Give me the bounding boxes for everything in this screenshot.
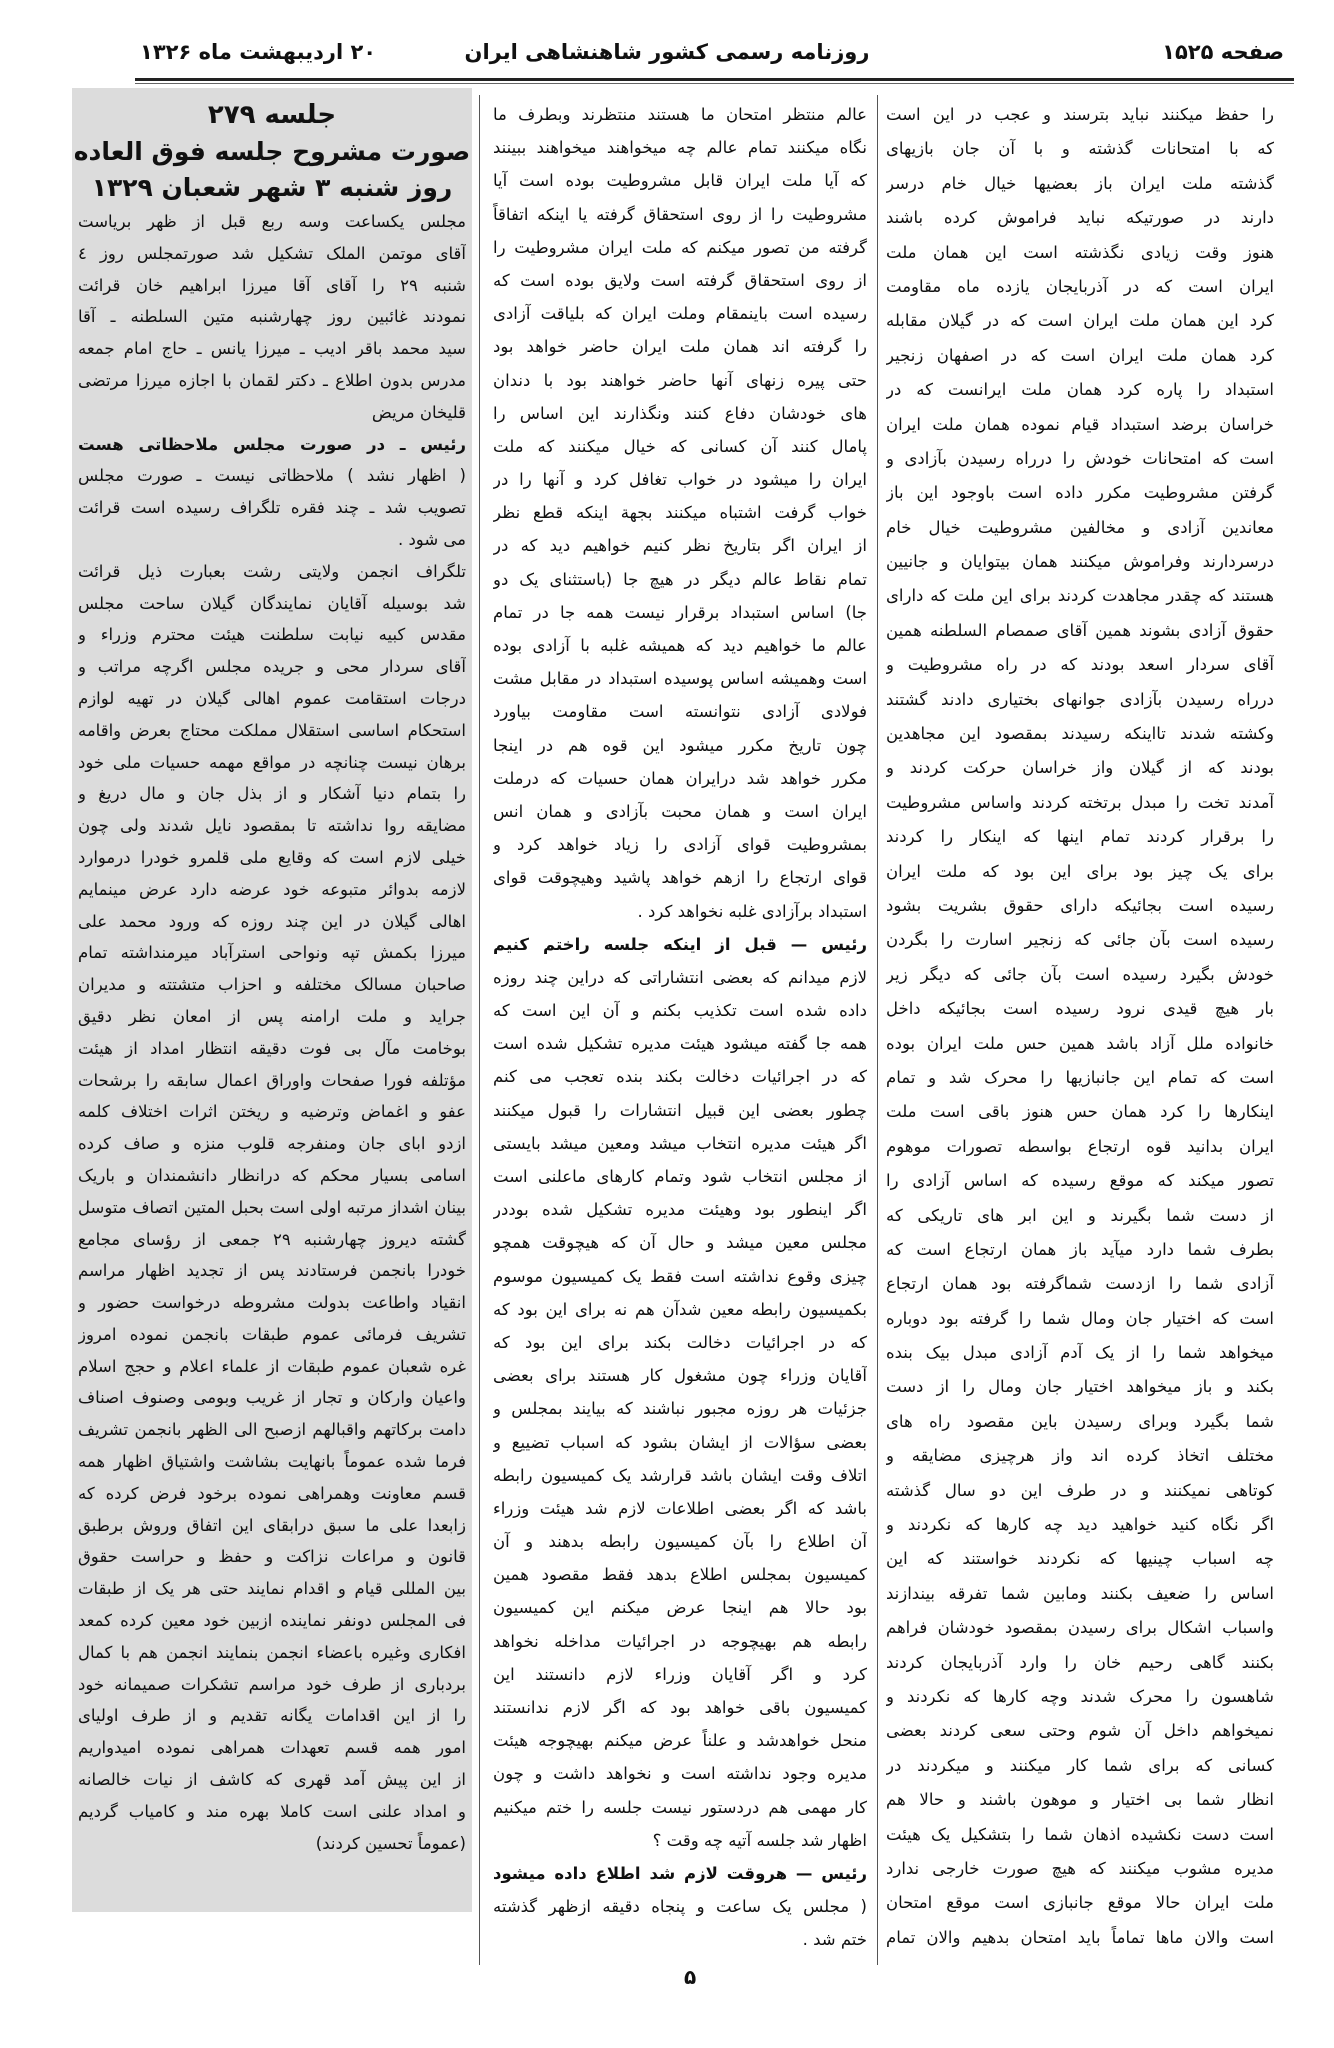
session-title-heading: صورت مشروح جلسه فوق العاده xyxy=(73,137,471,166)
column-divider xyxy=(877,95,878,1965)
text-line: از مجلس انتخاب شود وتمام کارهای ماعلنی است xyxy=(493,1167,867,1186)
text-line: باشد که اگر بعضی اطلاعات لازم شد هیئت وزراء xyxy=(493,1498,867,1518)
text-line: تشریف فرمائی عموم طبقات بانجمن نموده امروز xyxy=(78,1324,466,1344)
text-line: هستند که چقدر مجاهدت کردند برای این ملت که دارای xyxy=(886,586,1274,606)
text-line: بطرف شما دارد میآید باز همان ارتجاع است که xyxy=(886,1239,1274,1259)
text-line: گذشته ملت ایران باز بعضیها خیال خام درسر xyxy=(886,173,1274,193)
text-line: مضایقه روا نداشته تا بمقصود نایل شدند ولی چون xyxy=(78,816,466,836)
text-line: بار هیچ قیدی نرود رسیده است بجائیکه داخل xyxy=(886,999,1274,1019)
text-line: کوتاهی نمیکنند و در طرف این دو سال گذشته xyxy=(886,1480,1274,1500)
text-line: گرفتن مشروطیت مکرر داده است باوجود این باز xyxy=(886,483,1274,503)
text-line: اتلاف وقت ایشان باشد قرارشد یک کمیسیون رابطه xyxy=(493,1465,867,1485)
text-line: منحل خواهدشد و علناً عرض میکنم بهیچوجه هیئت xyxy=(493,1731,867,1751)
text-line: چون تاریخ مکرر میشود این قوه هم در اینجا xyxy=(493,735,867,755)
text-line: استبداد برآزادی غلبه نخواهد کرد . xyxy=(637,901,867,921)
text-line: درجات استقامت عموم اهالی گیلان در تهیه لوازم xyxy=(78,688,466,708)
text-line: است والان ماها تماماً باید امتحان بدهیم والان تمام xyxy=(886,1927,1274,1947)
header-rule xyxy=(135,78,1294,81)
text-line: قوای ارتجاع را ازهم خواهد پاشید وهیچوقت قوای xyxy=(493,868,867,888)
text-line: شد بوسیله آقایان نمایندگان گیلان ساحت مجلس xyxy=(78,593,466,613)
text-line: اسامی بسیار محکم که درانظار دانشمندان و باریک xyxy=(78,1165,466,1185)
text-line: فولادی آزادی نتوانسته است مقاومت بیاورد xyxy=(493,702,867,722)
text-line: کرد این همان ملت ایران است که در گیلان مقابله xyxy=(886,311,1274,331)
text-line: همه جا گفته میشود هیئت مدیره تشکیل شده است xyxy=(493,1034,867,1054)
text-line: مدیره وجود نداشته است و نخواهد داشت و چون xyxy=(493,1764,867,1784)
text-line: بکند و باز میخواهد اختیار جان ومال را از دست xyxy=(886,1377,1274,1397)
text-line: شما بگیرد وبرای رسیدن باین مقصود راه های xyxy=(886,1411,1274,1431)
text-line: که با امتحانات گذشته و با آن جان بازیهای xyxy=(886,139,1274,159)
text-line: تصور میکند که موقع رسیده که اساس آزادی را xyxy=(886,1171,1274,1191)
text-line: مدیره مشوب میکنند که هیچ صورت خارجی ندارد xyxy=(886,1858,1274,1878)
text-line: از روی استحقاق گرفته است ولایق بوده است که xyxy=(493,270,867,290)
text-line: مکرر خواهد شد درایران همان حسیات که درملت xyxy=(493,768,867,788)
text-line: تمام نقاط عالم دیگر در هیچ جا (باستثنای یک دو xyxy=(493,569,867,589)
session-date-heading: روز شنبه ۳ شهر شعبان ۱۳۲۹ xyxy=(91,173,453,202)
column-left-session-report xyxy=(72,88,472,1912)
text-line: فرما شده عموماً بانهایت بشاشت واشتیاق اظهار همه xyxy=(78,1452,466,1472)
text-line: واسباب اشکال برای رسیدن بمقصود خودشان فراهم xyxy=(886,1618,1274,1638)
text-line: آقایان وزراء چون مشغول کار هستند برای بعضی xyxy=(493,1366,867,1386)
text-line: صاحبان مسالک مختلفه و احزاب متشتته و مدیران xyxy=(78,975,466,995)
text-line: که در اجرائیات دخالت بکند بنده تعجب می کنم xyxy=(493,1067,867,1087)
text-line: رابطه هم بهیچوجه در اجرائیات مداخله نخواهد xyxy=(493,1631,867,1651)
text-line: خودرا بانجمن فرستادند پس از تجدید اظهار مراسم xyxy=(78,1261,466,1281)
text-line: رسیده است باینمقام وملت ایران که بلیاقت آزادی xyxy=(493,304,867,324)
text-line: دارند در صورتیکه نباید فراموش کرده باشند xyxy=(886,208,1274,228)
text-line: بودند که از گیلان واز خراسان حرکت کردند و xyxy=(886,758,1274,778)
text-line: است که تمام این جانبازیها را محرک شد و تمام xyxy=(886,1067,1274,1087)
text-line: خراسان برضد استبداد قیام نموده همان ملت ایران xyxy=(886,414,1274,434)
text-line: حقوق آزادی بشوند همین آقای صمصام السلطنه همین xyxy=(886,620,1274,640)
text-line: بردباری از طرف خود مراسم تشکرات صمیمانه خود xyxy=(78,1674,466,1694)
text-line: مختلف اتخاذ کرده اند واز هرچیزی مضایقه و xyxy=(886,1446,1274,1466)
text-line: برای یک چیز بود برای این بود که ملت ایران xyxy=(886,861,1274,881)
text-line: ازدو ابای جان ومنفرجه قلوب منزه و صاف کرده xyxy=(78,1134,466,1154)
text-line: عالم ما خواهیم دید که همیشه غلبه با آزادی بوده xyxy=(493,636,867,655)
text-line: کار مهمی هم دردستور نیست جلسه را ختم میکنیم xyxy=(493,1797,867,1817)
text-line: آزادی شما را ازدست شماگرفته بود همان ارتجاع xyxy=(886,1274,1274,1294)
text-line: فی المجلس دونفر نماینده ازبین خود معین کرده کمعد xyxy=(78,1611,466,1631)
text-line: سید محمد باقر ادیب ـ میرزا یانس ـ حاج امام جمعه xyxy=(78,339,466,359)
text-line: ایران است و همان محبت بآزادی و همان انس xyxy=(493,801,867,821)
text-line: شنبه ۲۹ را آقای آقا میرزا ابراهیم خان قرائت xyxy=(78,275,466,295)
text-line: امور همه قسم تعهدات همراهی نموده امیدواریم xyxy=(78,1738,466,1758)
text-line: می شود . xyxy=(397,529,466,549)
text-line: داده شده است تکذیب بکنم و آن این است که xyxy=(493,1001,867,1021)
text-line: عالم منتظر امتحان ما هستند منتظرند وبطرف ما xyxy=(493,105,867,124)
text-line: رئیس ـ در صورت مجلس ملاحظاتی هست xyxy=(78,434,466,454)
text-line: است دست نکشیده اذهان شما را بتشکیل یک هیئت xyxy=(886,1824,1274,1844)
text-line: را حفظ میکنند نباید بترسند و عجب در این است xyxy=(886,105,1274,124)
text-line: وکشته شدند تااینکه رسیدند بمقصود این مجاهدین xyxy=(886,724,1274,744)
text-line: بین المللی قیام و اقدام نمایند حتی هر یک از طبقات xyxy=(78,1579,466,1599)
text-line: قانون و مراعات نزاکت و حفظ و حراست حقوق xyxy=(78,1547,466,1567)
text-line: مقدس کبیه نیابت سلطنت هیئت محترم وزراء و xyxy=(78,625,466,645)
text-line: جا) اساس استبداد برقرار نیست همه جا در تمام xyxy=(493,602,867,622)
text-line: انقیاد واطاعت بدولت مشروطه درخواست حضور و xyxy=(78,1293,466,1313)
text-line: را بتمام دنیا آشکار و از بذل جان و مال دریغ و xyxy=(78,784,466,804)
text-line: اگر نگاه کنید خواهید دید چه کارها که نکردند و xyxy=(886,1515,1274,1535)
text-line: واعیان وارکان و تجار از غریب وبومی وصنوف اصناف xyxy=(78,1388,466,1408)
text-line: کرد و اگر آقایان وزراء لازم دانستند این xyxy=(493,1664,867,1684)
text-line: بکمیسیون رابطه معین شدآن هم نه برای این بود که xyxy=(493,1299,867,1319)
text-line: های خودشان دفاع کنند ونگذارند این اساس را xyxy=(493,403,867,423)
text-line: ایران است که در آذربایجان یازده ماه مقاومت xyxy=(886,276,1274,296)
text-line: درسردارند وفراموش میکنند همان بیتوایان و جانیین xyxy=(886,552,1274,572)
text-line: آقای سردار اسعد بودند که در راه مشروطیت و xyxy=(886,655,1274,675)
text-line: خودش بگیرد رسیده است بآن جائی که دیگر زیر xyxy=(886,964,1274,984)
text-line: میرزا بکمش تپه ونواحی استرآباد میرمنداشته تمام xyxy=(78,943,466,963)
text-line: کسانی که برای شما کار میکنند و میکردند در xyxy=(886,1755,1274,1775)
text-line: افکاری وغیره باعضاء انجمن بنمایند انجمن هم با کمال xyxy=(78,1642,466,1662)
text-line: است وهمیشه اساس پوسیده استبداد در مقابل مشت xyxy=(493,669,867,689)
text-line: مشروطیت را از روی استحقاق گرفته یا اینکه اتفاقاً xyxy=(493,204,867,224)
text-line: را از این اقدامات یگانه تقدیم و از طرف اولیای xyxy=(78,1706,466,1726)
text-line: زابعدا علی ما سبق درابقای این اتفاق وروش برطبق xyxy=(78,1515,466,1535)
text-line: خواب گرفت اشتباه میکنند بجهة اینکه قطع نظر xyxy=(493,503,867,523)
text-line: غره شعبان عموم طبقات از علماء اعلام و حجج اسلام xyxy=(78,1356,466,1376)
text-line: گشته دیروز چهارشنبه ۲۹ جمعی از رؤسای مجامع xyxy=(78,1229,466,1249)
text-line: رسیده است بآن جائی که زنجیر اسارت را بگردن xyxy=(886,930,1274,950)
text-line: لازمه بدوائر متبوعه خود عرضه دارد عرض مینمایم xyxy=(78,879,466,899)
page-number: ۵ xyxy=(684,1965,697,1989)
text-line: لازم میدانم که بعضی انتشاراتی که دراین چند روزه xyxy=(493,967,867,987)
text-line: تلگراف انجمن ولایتی رشت بعبارت ذیل قرائت xyxy=(78,561,466,581)
text-line: بمشروطیت قوای آزادی را زیاد خواهد کرد و xyxy=(493,835,867,855)
middle-column-text xyxy=(487,98,873,1957)
newspaper-title: روزنامه رسمی کشور شاهنشاهی ایران xyxy=(464,40,870,64)
text-line: جزئیات هر روزه مجبور نباشند که بیایند بمجلس و xyxy=(493,1399,867,1419)
text-line: که در اجرائیات دخالت بکند برای این بود که xyxy=(493,1332,867,1352)
text-line: قسم معاونت وهمراهی نموده برخود فرض کرده که xyxy=(78,1483,466,1503)
text-line: را گرفته اند همان ملت ایران حاضر خواهد بود xyxy=(493,337,867,357)
text-line: آقای سردار محی و جریده مجلس اگرچه مراتب و xyxy=(78,657,466,677)
column-divider xyxy=(479,95,480,1965)
text-line: رئیس — قبل از اینکه جلسه راختم کنیم xyxy=(493,934,867,954)
text-line: نگاه میکنند تمام عالم چه میخواهند میخواهند ببینند xyxy=(493,138,867,158)
column-right xyxy=(880,98,1280,1955)
text-line: هنوز وقت زیادی نگذشته است این همان ملت xyxy=(886,242,1274,262)
text-line: آقای موتمن الملک تشکیل شد صورتمجلس روز ٤ xyxy=(78,243,466,263)
text-line: از ایران اگر بتاریخ نظر کنیم خواهیم دید که در xyxy=(493,536,867,556)
page-label: صفحه ۱۵۲۵ xyxy=(1162,40,1284,64)
text-line: پامال کنند آن کسانی که خیال میکنند که ملت xyxy=(493,436,867,456)
text-line: مجلس معین میشد و حال آن که هیچوقت همچو xyxy=(493,1233,867,1253)
text-line: تصویب شد ـ چند فقره تلگراف رسیده است قرائت xyxy=(78,498,466,518)
text-line: نمودند غائبین روز چهارشنبه متین السلطنه ـ آقا xyxy=(78,307,466,327)
text-line: دامت برکاتهم واقبالهم ازصبح الی الظهر بانجمن تشریف xyxy=(78,1420,466,1440)
text-line: خیلی لازم است که وقایع ملی قلمرو خودرا درموارد xyxy=(78,847,466,867)
text-line: ایران بدانید قوه ارتجاع بواسطه تصورات موهوم xyxy=(886,1136,1274,1156)
text-line: بوخامت مآل بی فوت دقیقه انتظار امداد از هیئت xyxy=(78,1038,466,1058)
text-line: که آیا ملت ایران قابل مشروطیت بوده است آیا xyxy=(493,171,867,191)
issue-date: ۲۰ اردیبهشت ماه ۱۳۲۶ xyxy=(140,40,377,64)
text-line: قلیخان مریض xyxy=(371,402,466,422)
text-line: نمیخواهم داخل آن شوم وحتی سعی کردند بعضی xyxy=(886,1721,1274,1741)
text-line: درراه رسیدن بآزادی جوانهای بختیاری دادند گشتند xyxy=(886,689,1274,709)
text-line: کمیسیون بمجلس اطلاع بدهد فقط مقصود همین xyxy=(493,1565,867,1585)
text-line: از این پیش آمد قهری که کاشف از نیات خالصانه xyxy=(78,1770,466,1790)
text-line: ختم شد . xyxy=(802,1930,867,1950)
text-line: مدرس بدون اطلاع ـ دکتر لقمان با اجازه میرزا مرتضی xyxy=(78,370,466,390)
text-line: اگر اینطور بود وهیئت مدیره تشکیل شده بوددر xyxy=(493,1200,867,1220)
text-line: ایران را میشود در خواب تغافل کرد و آنها را در xyxy=(493,470,867,490)
text-line: شاهسون را محرک شدند وچه کارها که نکردند و xyxy=(886,1686,1274,1706)
text-line: را برقرار کردند تمام اینها که اینکار را کردند xyxy=(886,827,1274,847)
text-line: استحکام اساسی استقلال مملکت محتاج بعرض واقامه xyxy=(78,720,466,740)
text-line: چیزی وقوع نداشته است فقط یک کمیسیون موسوم xyxy=(493,1266,867,1286)
text-line: اینکارها را کرد همان حس هنوز باقی است ملت xyxy=(886,1102,1274,1122)
text-line: آمدند تخت را مبدل برتخته کردند واساس مشروطیت xyxy=(886,792,1274,812)
text-line: خانواده ملل آزاد باشد همین حس ملت ایران بوده xyxy=(886,1033,1274,1053)
text-line: انظار شما بی اختیار و موهون باشند و حالا هم xyxy=(886,1790,1274,1810)
text-line: برهان نیست چنانچه در مواقع مهمه حسیات ملی خود xyxy=(78,752,466,772)
text-line: استبداد را پاره کرد همان ملت ایرانست که در xyxy=(886,380,1274,400)
text-line: رسیده است بجائیکه دارای حقوق بشریت بشود xyxy=(886,895,1274,915)
text-line: اظهار شد جلسه آتیه چه وقت ؟ xyxy=(652,1830,867,1850)
text-line: بعضی سؤالات از ایشان بشود که اسباب تضییع و xyxy=(493,1432,867,1452)
text-line: (عموماً تحسین کردند) xyxy=(315,1833,466,1853)
text-line: از دست شما بگیرند و این ابر های تاریکی که xyxy=(886,1205,1274,1225)
text-line: اگر هیئت مدیره انتخاب میشد ومعین میشد بایستی xyxy=(493,1133,867,1153)
header-rule-thin xyxy=(135,83,1294,84)
left-column-text xyxy=(72,206,472,1859)
text-line: عفو و اغماض وترضیه و ریختن اثرات اختلاف کلمه xyxy=(78,1102,466,1122)
text-line: مؤتلفه فورا صفحات واوراق اعمال سابقه را برشحات xyxy=(78,1070,466,1090)
session-number-heading: جلسه ۲۷۹ xyxy=(207,100,337,130)
text-line: چه اسباب چینیها که نکردند خواستند که این xyxy=(886,1549,1274,1569)
text-line: آن اطلاع را بآن کمیسیون رابطه بدهند و آن xyxy=(493,1532,867,1552)
text-line: مجلس یکساعت وسه ربع قبل از ظهر بریاست xyxy=(78,212,466,231)
text-line: گرفته من تصور میکنم که ملت ایران مشروطیت را xyxy=(493,237,867,257)
text-line: بینان اشداز مرتبه اولی است بحبل المتین اتصاف متوسل xyxy=(78,1197,466,1217)
text-line: ملت ایران حالا موقع جانبازی است موقع امتحان xyxy=(886,1893,1274,1913)
text-line: اهالی گیلان در این چند روزه که ورود محمد علی xyxy=(78,911,466,931)
text-line: است که اختیار جان ومال شما را گرفته بود دوباره xyxy=(886,1308,1274,1328)
text-line: بکنند گاهی رحیم خان را وارد آذربایجان کردند xyxy=(886,1652,1274,1672)
text-line: معاندین آزادی و مخالفین مشروطیت خیال خام xyxy=(886,517,1274,537)
text-line: رئیس — هروقت لازم شد اطلاع داده میشود xyxy=(493,1863,867,1883)
text-line: کرد همان ملت ایران است که در اصفهان زنجیر xyxy=(886,345,1274,365)
text-line: ( اظهار نشد ) ملاحظاتی نیست ـ صورت مجلس xyxy=(78,466,466,486)
text-line: بود حالا هم اینجا عرض میکنم این کمیسیون xyxy=(493,1598,867,1618)
text-line: و امداد علنی است کاملا بهره مند و کامیاب گردیم xyxy=(78,1801,466,1821)
text-line: جراید و ملت ارامنه پس از امعان نظر دقیق xyxy=(78,1006,466,1026)
text-line: میخواهد شما را از یک آدم آزادی مبدل بیک بنده xyxy=(886,1343,1274,1363)
text-line: است که امتحانات خودش را درراه رسیدن بآزادی و xyxy=(886,448,1274,468)
text-line: حتی پیره زنهای آنها حاضر خواهند بود با دندان xyxy=(493,370,867,390)
right-column-text xyxy=(880,98,1280,1955)
text-line: چطور بعضی این قبیل انتشارات را قبول میکنند xyxy=(493,1100,867,1120)
text-line: اساس را ضعیف بکنند ومابین شما تفرقه بیندازند xyxy=(886,1583,1274,1603)
column-middle xyxy=(487,98,873,1957)
text-line: ( مجلس یک ساعت و پنجاه دقیقه ازظهر گذشته xyxy=(493,1897,867,1917)
text-line: کمیسیون باقی خواهد بود که اگر لازم ندانستند xyxy=(493,1698,867,1717)
